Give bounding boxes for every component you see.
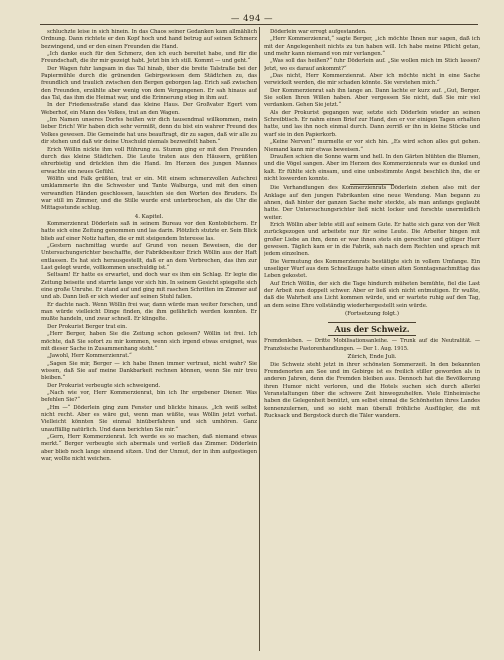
paragraph: Der Kommerzienrat sah ihn lange an. Dann lachte er kurz auf. „Gut, Berger. Sie sollen Ihren Willen haben. Aber vergessen Sie nicht, daß Sie mir viel verdanken. Gehen Sie jetzt.“ <box>264 87 480 109</box>
paragraph: „Jawohl, Herr Kommerzienrat.“ <box>47 353 132 360</box>
section-heading-text: Aus der Schweiz. <box>328 322 415 336</box>
paragraph: Der Prokurist Berger trat ein. <box>47 323 128 330</box>
paragraph: „Hm —“ Döderlein ging zum Fenster und blickte hinaus. „Ich weiß selbst nicht recht. Aber es wäre gut, wenn man wüßte, was Wöllin jetzt vorhat. Vielleicht könnten Sie einmal hinüberfahren und sich umhören. Ganz unauffällig natürlich. Und dann berichten Sie mir.“ <box>41 404 257 433</box>
header-rule <box>40 24 478 25</box>
paragraph: Der Wagen fuhr langsam in das Tal hinab, über die breite Talstraße bei der Papiermühle durch die grünenden Gebirgswiesen dem Städtchen zu, das freundlich und traulich zwischen den Bergen geborgen lag. Erich saß zwischen den Freunden, erzählte aber wenig von dem Vergangenen. Er sah hinaus auf das Tal, das ihm die Heimat war, und die Erinnerung stieg in ihm auf. <box>41 65 257 102</box>
paragraph: „Nach wie vor, Herr Kommerzienrat, bin ich Ihr ergebener Diener. Was befehlen Sie?“ <box>41 389 257 404</box>
dateline: Fremdenleben. — Dritte Mobilisationsanleihe. — Trunk auf die Neutralität. — Französische Pastorenhandlungen. — Der 1. Aug. 1915. <box>264 338 480 352</box>
paragraph: „Keine Nerven!“ murmelte er vor sich hin. „Es wird schon alles gut gehen. Niemand kann mir etwas beweisen.“ <box>264 139 480 153</box>
left-column <box>41 29 257 651</box>
paragraph: Erich Wöllin nickte ihm voll Rührung zu. Stumm ging er mit den Freunden durch das kleine Städtchen. Die Leute traten aus den Häusern, grüßten ehrerbietig und drückten ihm die Hand. Im Herzen des jungen Mannes erwachte ein neues Gefühl. <box>41 146 257 175</box>
section-heading <box>264 322 480 336</box>
paragraph: „Herr Berger, haben Sie die Zeitung schon gelesen? Wöllin ist frei. Ich möchte, daß Sie sofort zu mir kommen, wenn sich irgend etwas ereignet, was mit dieser Sache in Zusammenhang steht.“ <box>41 331 257 352</box>
paragraph: „Gestern nachmittag wurde auf Grund von neuen Beweisen, die der Untersuchungsrichter beschaffte, der Fabrikbesitzer Erich Wöllin aus der Haft entlassen. Es hat sich herausgestellt, daß er an dem Verbrechen, das ihm zur Last gelegt wurde, vollkommen unschuldig ist.“ <box>41 243 257 272</box>
place-date: Zürich, Ende Juli. <box>347 354 397 361</box>
column-divider <box>259 27 260 651</box>
paragraph: Wölfin und Falk grüßten, trat er ein. Mit einem schmerzvollen Aufschrei umklammerte ihn die Schwester und Tante Walburga, und mit den einen verwandten Händen geschlossen, lauschten sie den Worten des Bruders. Es war still im Zimmer, und die Stille wurde erst unterbrochen, als die Uhr die Mittagsstunde schlug. <box>41 175 257 212</box>
paragraph: Kommerzienrat Döderlein saß in seinem Bureau vor den Kontobüchern. Er hatte sich eine Zeitung genommen und las darin. Plötzlich stutzte er. Sein Blick blieb auf einer Notiz haften, die er mit steigendem Interesse las. <box>41 221 257 242</box>
paragraph: In der Friedensstraße stand das kleine Haus. Der Großvater Egert vom Weberhof, ein Mann des Volkes, trat an den Wagen. <box>41 102 257 116</box>
paragraph: Der Prokurist verbeugte sich schweigend. <box>47 382 161 389</box>
paragraph: „Was soll das heißen?“ fuhr Döderlein auf. „Sie wollen mich im Stich lassen? Jetzt, wo es darauf ankommt?“ <box>264 58 480 72</box>
paragraph: „Ich danke euch für den Schmerz, den ich euch bereitet habe, und für die Freundschaft, die ihr mir gezeigt habt. Jetzt bin ich still. Kommt — und geht.“ <box>41 51 257 65</box>
paragraph: Draußen schien die Sonne warm und hell. In den Gärten blühten die Blumen, und die Vögel sangen. Aber im Herzen des Kommerzienrats war es dunkel und kalt. Er fühlte sich einsam, und eine unbestimmte Angst beschlich ihn, die er nicht loswerden konnte. <box>264 153 480 182</box>
paragraph: Er dachte nach. Wenn Wöllin frei war, dann würde man weiter forschen, und man würde vielleicht Dinge finden, die ihm gefährlich werden konnten. Er mußte handeln, und zwar schnell. Er klingelte. <box>41 301 257 323</box>
paragraph: Die Vermutung des Kommerzienrats bestätigte sich in vollem Umfange. Ein unseliger Wurf aus dem Schnellzuge hatte einen alten Sonntagsnachmittag das Leben gekostet. <box>264 258 480 280</box>
paragraph: Auf Erich Wöllin, der sich die Tage hindurch müheten bemühte, fiel die Last der Arbeit nun doppelt schwer. Aber er ließ sich nicht entmutigen. Er wußte, daß die Wahrheit ans Licht kommen würde, und er wartete ruhig auf den Tag, an dem seine Ehre vollständig wiederhergestellt sein würde. <box>264 280 480 309</box>
paragraph: schluchzte leise in sich hinein. In das Chaos seiner Gedanken kam allmählich Ordnung. Dann richtete er den Kopf hoch und hand betrug auf seinen Schmerz bezwingend, und er den einen Freunden die Hand. <box>41 29 257 50</box>
paragraph: Erich Wöllin aber lebte still auf seinem Gute. Er hatte sich ganz von der Welt zurückgezogen und arbeitete nur für seine Leute. Die Arbeiter hingen mit großer Liebe an ihm, denn er war ihnen stets ein gerechter und gütiger Herr gewesen. Täglich kam er in die Fabrik, sah nach dem Rechten und sprach mit jedem einzelnen. <box>264 221 480 258</box>
right-column <box>264 29 480 651</box>
paragraph: Die Verhandlungen des Kommerzienrats Döderlein ziehen also mit der Anklage auf den jungen Fabrikanten eine neue Wendung. Man begann zu ahnen, daß hinter der ganzen Sache mehr steckte, als man anfangs geglaubt hatte. Der Untersuchungsrichter ließ nicht locker und forschte unermüdlich weiter. <box>264 185 480 221</box>
paragraph: Döderlein war erregt aufgestanden. <box>270 29 367 35</box>
paragraph: „Das nicht, Herr Kommerzienrat. Aber ich möchte nicht in eine Sache verwickelt werden, die mir schaden könnte. Sie verstehen mich.“ <box>264 73 480 87</box>
paragraph: „Sagen Sie mir, Berger — ich habe Ihnen immer vertraut, nicht wahr? Sie wissen, daß Sie auf meine Dankbarkeit rechnen können, wenn Sie mir treu bleiben.“ <box>41 360 257 382</box>
paragraph: Die Schweiz steht jetzt in ihrer schönsten Sommerzeit. In den bekannten Fremdenorten am See und im Gebirge ist es freilich stiller geworden als in anderen Jahren, denn die Fremden bleiben aus. Dennoch hat die Bevölkerung ihren Humor nicht verloren, und die Hotels suchen sich durch allerlei Veranstaltungen über die schwere Zeit hinwegzuhelfen. Viele Einheimische haben die Gelegenheit benützt, um selbst einmal die Schönheiten ihres Landes kennenzulernen, und so sieht man überall fröhliche Ausflügler, die mit Rucksack und Bergstock durch die Täler wandern. <box>264 361 480 419</box>
continuation-note: (Fortsetzung folgt.) <box>344 311 399 318</box>
paragraph: „Im Namen unseres Dorfes heißen wir dich tausendmal willkommen, mein lieber Erich! Wir haben dich sehr vermißt, denn du bist ein wahrer Freund des Volkes gewesen. Die Gemeinde hat uns beauftragt, dir zu sagen, daß wir alle zu dir stehen und daß wir deine Unschuld niemals bezweifelt haben.“ <box>41 117 257 146</box>
page-number: — 494 — <box>230 14 274 24</box>
paragraph: Seltsam! Er hatte es erwartet, und doch war es ihm ein Schlag. Er legte die Zeitung beiseite und starrte lange vor sich hin. In seinem Gesicht spiegelte sich eine große Unruhe. Er stand auf und ging mit raschen Schritten im Zimmer auf und ab. Dann ließ er sich wieder auf seinen Stuhl fallen. <box>41 272 257 301</box>
paragraph: „Gern, Herr Kommerzienrat. Ich werde es so machen, daß niemand etwas merkt.“ Berger verbeugte sich abermals und verließ das Zimmer. Döderlein aber blieb noch lange sinnend sitzen. Und der Unmut, der in ihm aufgestiegen war, wollte nicht weichen. <box>41 433 257 462</box>
paragraph: Als der Prokurist gegangen war, setzte sich Döderlein wieder an seinen Schreibtisch. Er nahm einen Brief zur Hand, den er vor einigen Tagen erhalten hatte, und las ihn noch einmal durch. Dann zerriß er ihn in kleine Stücke und warf sie in den Papierkorb. <box>264 109 480 138</box>
paragraph: „Herr Kommerzienrat,“ sagte Berger, „ich möchte Ihnen nur sagen, daß ich mit der Angelegenheit nichts zu tun haben will. Ich habe meine Pflicht getan, und mehr kann niemand von mir verlangen.“ <box>264 36 480 58</box>
chapter-title: 4. Kapitel. <box>134 213 164 220</box>
